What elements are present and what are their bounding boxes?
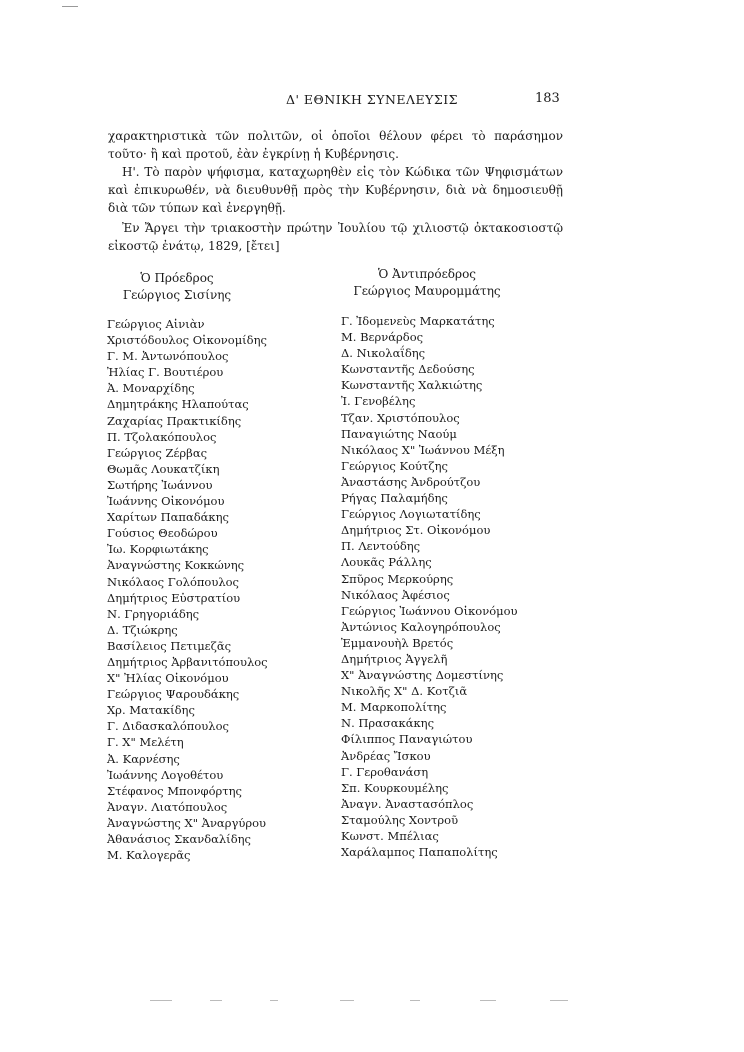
signatory-name: Νικόλαος Χ" Ἰωάννου Μέξη bbox=[341, 442, 505, 457]
page-number: 183 bbox=[535, 91, 560, 106]
signatory-name: Ν. Πρασακάκης bbox=[341, 716, 435, 731]
signatory-name: Χ" Ἀναγνώστης Δομεστίνης bbox=[341, 668, 504, 683]
signatory-name: Γεώργιος Ψαρουδάκης bbox=[107, 687, 240, 702]
paragraph-continuation bbox=[108, 127, 563, 163]
signatories-right-column bbox=[341, 313, 518, 860]
signatory-name: Σωτήρης Ἰωάννου bbox=[107, 477, 213, 492]
signatory-name: Ν. Γρηγοριάδης bbox=[107, 606, 200, 621]
signatory-name: Π. Λεντούδης bbox=[341, 539, 421, 554]
signatory-name: Ζαχαρίας Πρακτικίδης bbox=[107, 413, 242, 428]
signatory-name: Ἀ. Καρνέσης bbox=[107, 751, 180, 766]
signatory-name: Γ. Ἰδομενεὺς Μαρκατάτης bbox=[341, 314, 495, 328]
president-signature bbox=[92, 270, 262, 304]
signatory-name: Ἀθανάσιος Σκανδαλίδης bbox=[107, 832, 251, 846]
signatory-name: Ἀ. Μοναρχίδης bbox=[107, 381, 195, 396]
paragraph-text: Η'. Τὸ παρὸν ψήφισμα, καταχωρηθὲν εἰς τὸν Κώδικα τῶν Ψηφισμάτων καὶ ἐπικυρωθέν, νὰ διευθυνθῇ πρὸς τὴν Κυβέρνησιν, διὰ νὰ δημοσιευθῇ διὰ τῶν τύπων καὶ ἐνεργηθῇ. bbox=[108, 165, 563, 215]
paragraph-text: χαρακτηριστικὰ τῶν πολιτῶν, οἱ ὁποῖοι θέλουν φέρει τὸ παράσημον τοῦτο· ἢ καὶ προτοῦ, ἐὰν ἐγκρίνῃ ἡ Κυβέρνησις. bbox=[108, 129, 563, 161]
running-title: Δ' ΕΘΝΙΚΗ ΣΥΝΕΛΕΥΣΙΣ bbox=[285, 92, 459, 107]
signatory-name: Δημήτριος Ἀρβανιτόπουλος bbox=[107, 654, 268, 669]
signatory-name: Δ. Νικολαΐδης bbox=[341, 346, 426, 361]
signatory-name: Τζαν. Χριστόπουλος bbox=[341, 410, 460, 425]
signatory-name: Βασίλειος Πετιμεζᾶς bbox=[107, 638, 232, 653]
signatory-name: Γ. Χ" Μελέτη bbox=[107, 735, 184, 750]
signatory-name: Θωμᾶς Λουκατζίκη bbox=[107, 461, 220, 476]
paragraph-dateline bbox=[108, 219, 563, 255]
signatory-name: Ἐμμανουὴλ Βρετός bbox=[341, 635, 454, 650]
signatory-name: Χρ. Ματακίδης bbox=[107, 703, 195, 718]
signatory-name: Δημήτριος Ἀγγελῆ bbox=[341, 651, 448, 666]
page-header bbox=[0, 92, 744, 112]
signatory-name: Κωνστ. Μπέλιας bbox=[341, 829, 439, 843]
signatory-name: Δημήτριος Εὐστρατίου bbox=[107, 590, 241, 605]
signatory-name: Κωνσταντῆς Δεδούσης bbox=[341, 362, 475, 377]
signatory-name: Ἰ. Γενοβέλης bbox=[341, 394, 416, 409]
signatory-name: Σπῦρος Μερκούρης bbox=[341, 571, 454, 586]
president-title: Ὁ Πρόεδρος bbox=[140, 271, 214, 285]
signatory-name: Γεώργιος Ἰωάννου Οἰκονόμου bbox=[341, 603, 518, 618]
signatory-name: Λουκᾶς Ράλλης bbox=[341, 555, 432, 570]
signatory-name: Σπ. Κουρκουμέλης bbox=[341, 780, 449, 795]
signatory-name: Γεώργιος Κούτζης bbox=[341, 458, 448, 473]
signatory-name: Ἰωάννης Οἰκονόμου bbox=[107, 494, 225, 509]
signatory-name: Στέφανος Μπονφόρτης bbox=[107, 783, 242, 798]
signatory-name: Κωνσταντῆς Χαλκιώτης bbox=[341, 378, 483, 393]
signatory-name: Γ. Γεροθανάση bbox=[341, 764, 429, 779]
signatory-name: Ρήγας Παλαμήδης bbox=[341, 491, 448, 506]
vice-president-name: Γεώργιος Μαυρομμάτης bbox=[353, 284, 501, 298]
signatory-name: Δημητράκης Ηλαπούτας bbox=[107, 397, 249, 412]
signatories-left-column bbox=[107, 316, 268, 863]
signatory-name: Ἀντώνιος Καλογηρόπουλος bbox=[341, 619, 501, 634]
paragraph-article-8 bbox=[108, 163, 563, 217]
vice-president-signature bbox=[342, 266, 512, 300]
footer-scan-marks bbox=[150, 1000, 590, 1002]
signatory-name: Γεώργιος Ζέρβας bbox=[107, 445, 208, 460]
signatory-name: Ἀναγν. Ἀναστασόπλος bbox=[341, 796, 474, 811]
signatory-name: Μ. Βερνάρδος bbox=[341, 330, 424, 345]
signatory-name: Π. Τζολακόπουλος bbox=[107, 429, 217, 444]
president-name: Γεώργιος Σισίνης bbox=[122, 288, 232, 302]
signatory-name: Ἀναγνώστης Χ" Ἀναργύρου bbox=[107, 815, 266, 830]
paragraph-text: Ἐν Ἄργει τὴν τριακοστὴν πρώτην Ἰουλίου τῷ χιλιοστῷ ὀκτακοσιοστῷ εἰκοστῷ ἐνάτῳ, 1829, [ἔτει] bbox=[108, 221, 563, 253]
signatory-name: Ἀναγν. Λιατόπουλος bbox=[107, 799, 228, 814]
signatory-name: Δ. Τζιώκρης bbox=[107, 622, 178, 637]
scan-mark bbox=[62, 6, 78, 7]
signatory-name: Γούσιος Θεοδώρου bbox=[107, 526, 218, 541]
signatory-name: Παναγιώτης Ναούμ bbox=[341, 426, 457, 441]
signatory-name: Μ. Μαρκοπολίτης bbox=[341, 700, 447, 715]
vice-president-title: Ὁ Ἀντιπρόεδρος bbox=[377, 267, 477, 281]
signatory-name: Δημήτριος Στ. Οἰκονόμου bbox=[341, 523, 491, 538]
signatory-name: Γεώργιος Αἰνιὰν bbox=[107, 317, 205, 331]
signatory-name: Ἰω. Κορφιωτάκης bbox=[107, 542, 209, 557]
signatory-name: Φίλιππος Παναγιώτου bbox=[341, 732, 473, 747]
signatory-name: Νικόλαος Ἀφέσιος bbox=[341, 587, 450, 602]
signatory-name: Ἰωάννης Λογοθέτου bbox=[107, 767, 224, 782]
signatory-name: Χ" Ἠλίας Οἰκονόμου bbox=[107, 671, 229, 686]
signatory-name: Νικόλαος Γολόπουλος bbox=[107, 574, 239, 589]
signatory-name: Σταμούλης Χοντροῦ bbox=[341, 812, 459, 827]
signatory-name: Γεώργιος Λογιωτατίδης bbox=[341, 507, 481, 522]
signatory-name: Χαράλαμπος Παπαπολίτης bbox=[341, 845, 498, 860]
signatory-name: Γ. Διδασκαλόπουλος bbox=[107, 719, 229, 734]
signatory-name: Χριστόδουλος Οἰκονομίδης bbox=[107, 333, 267, 348]
signatory-name: Νικολῆς Χ" Δ. Κοτζιᾶ bbox=[341, 684, 468, 699]
signatory-name: Γ. Μ. Ἀντωνόπουλος bbox=[107, 349, 229, 364]
signatory-name: Ἠλίας Γ. Βουτιέρου bbox=[107, 365, 224, 380]
signatory-name: Ἀνδρέας Ἴσκου bbox=[341, 748, 431, 763]
signatory-name: Μ. Καλογερᾶς bbox=[107, 848, 191, 863]
signatory-name: Ἀναστάσης Ἀνδρούτζου bbox=[341, 474, 481, 489]
signatory-name: Χαρίτων Παπαδάκης bbox=[107, 510, 229, 525]
signatory-name: Ἀναγνώστης Κοκκώνης bbox=[107, 558, 245, 573]
